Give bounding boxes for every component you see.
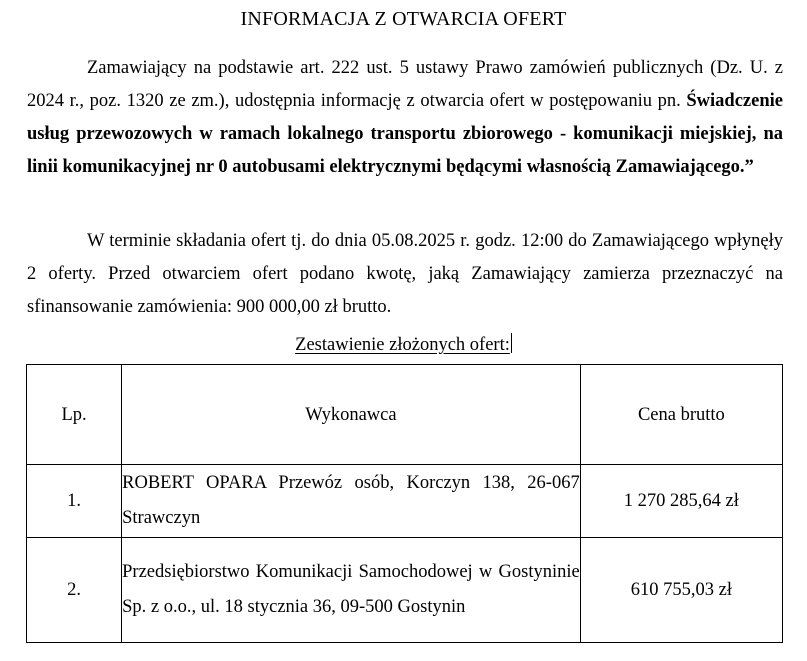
- header-lp: Lp.: [27, 365, 122, 465]
- cell-price: 1 270 285,64 zł: [580, 465, 782, 538]
- table-row: [27, 538, 783, 643]
- paragraph-intro-text: Zamawiający na podstawie art. 222 ust. 5 ustawy Prawo zamówień publicznych (Dz. U. z 2024 r., poz. 1320 ze zm.), udostępnia informację z otwarcia ofert w postępowaniu pn.: [27, 58, 783, 111]
- table-row: [27, 465, 783, 538]
- header-contractor: Wykonawca: [122, 365, 581, 465]
- cell-lp: 2.: [27, 538, 122, 643]
- text-cursor: [511, 333, 512, 353]
- offers-summary-heading: [0, 333, 807, 357]
- document-title: INFORMACJA Z OTWARCIA OFERT: [240, 8, 567, 30]
- table-header-row: [27, 365, 783, 465]
- cell-price: 610 755,03 zł: [580, 538, 782, 643]
- header-price: Cena brutto: [580, 365, 782, 465]
- paragraph-offers-info: W terminie składania ofert tj. do dnia 05.08.2025 r. godz. 12:00 do Zamawiającego wpłynęły 2 oferty. Przed otwarciem ofert podano kwotę, jaką Zamawiający zamierza przeznaczyć na sfinansowanie zamówienia: 900 000,00 zł brutto.: [27, 231, 783, 317]
- procurement-name: Świadczenie usług przewozowych w ramach lokalnego transportu zbiorowego - komunikacji miejskiej, na linii komunikacyjnej nr 0 autobusami elektrycznymi będącymi własnością Zamawiającego.”: [27, 91, 783, 177]
- cell-contractor: Przedsiębiorstwo Komunikacji Samochodowej w Gostyninie Sp. z o.o., ul. 18 stycznia 36, 09-500 Gostynin: [122, 538, 581, 643]
- offers-table: [26, 364, 783, 643]
- cell-lp: 1.: [27, 465, 122, 538]
- offers-summary-heading-text: Zestawienie złożonych ofert:: [295, 335, 510, 355]
- paragraph-legal-basis: [27, 52, 783, 184]
- cell-contractor: ROBERT OPARA Przewóz osób, Korczyn 138, 26-067 Strawczyn: [122, 465, 581, 538]
